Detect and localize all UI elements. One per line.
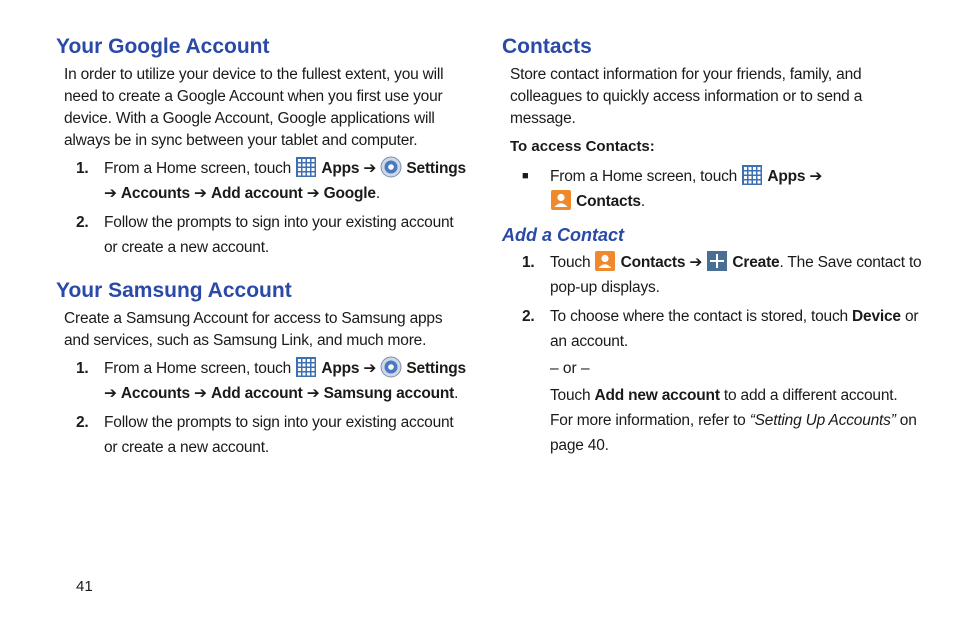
bullet-mark: ■: [522, 170, 529, 182]
google-step-1: 1. From a Home screen, touch Apps ➔ Settings ➔ Accounts ➔ Add account ➔ Google.: [56, 156, 466, 206]
step-number: 2.: [76, 214, 89, 231]
step-number: 1.: [522, 254, 535, 271]
left-column: [56, 34, 466, 460]
create-label: Create: [732, 254, 780, 271]
apps-grid-icon: [295, 156, 317, 178]
step-number: 2.: [76, 414, 89, 431]
step-number: 2.: [522, 308, 535, 325]
apps-label: Apps: [767, 168, 806, 185]
samsung-account-intro: Create a Samsung Account for access to Samsung apps and services, such as Samsung Link, and much more.: [64, 310, 443, 349]
access-contacts-subheading: To access Contacts:: [510, 138, 655, 155]
contacts-heading: Contacts: [502, 35, 592, 58]
step-number: 1.: [76, 160, 89, 177]
google-account-heading: Your Google Account: [56, 35, 270, 58]
samsung-step-2: 2. Follow the prompts to sign into your existing account or create a new account.: [56, 410, 466, 460]
apps-grid-icon: [741, 164, 763, 186]
device-label: Device: [852, 308, 901, 325]
page-number: 41: [76, 578, 93, 595]
settings-label: Settings: [406, 160, 466, 177]
cross-reference-link[interactable]: “Setting Up Accounts”: [749, 412, 896, 429]
add-contact-step-2: 2. To choose where the contact is stored, touch Device or an account.: [502, 304, 922, 354]
right-column: [502, 34, 922, 458]
contacts-label: Contacts: [576, 193, 641, 210]
apps-grid-icon: [295, 356, 317, 378]
settings-label: Settings: [406, 360, 466, 377]
google-step-2: 2. Follow the prompts to sign into your existing account or create a new account.: [56, 210, 466, 260]
step-number: 1.: [76, 360, 89, 377]
samsung-step-1: 1. From a Home screen, touch Apps ➔ Settings ➔ Accounts ➔ Add account ➔ Samsung account.: [56, 356, 466, 406]
add-new-account-label: Add new account: [594, 387, 720, 404]
or-separator: – or –: [550, 360, 590, 377]
add-contact-heading: Add a Contact: [502, 225, 625, 245]
add-new-account-text: Touch Add new account to add a different account. For more information, refer to “Setting Up Accounts” on page 40.: [550, 387, 917, 454]
plus-icon: [706, 250, 728, 272]
google-account-intro: In order to utilize your device to the fullest extent, you will need to create a Google Account when you first use your device. With a Google Account, Google applications will always be in sync between your tablet and computer.: [64, 66, 444, 149]
contacts-person-icon: [550, 189, 572, 211]
contacts-person-icon: [594, 250, 616, 272]
samsung-account-heading: Your Samsung Account: [56, 279, 292, 302]
settings-gear-icon: [380, 156, 402, 178]
settings-gear-icon: [380, 356, 402, 378]
access-contacts-bullet: ■ From a Home screen, touch Apps ➔ Contacts.: [502, 164, 922, 214]
contacts-label: Contacts: [620, 254, 686, 271]
apps-label: Apps: [321, 160, 360, 177]
apps-label: Apps: [321, 360, 360, 377]
add-contact-step-1: 1. Touch Contacts ➔ Create. The Save contact to pop-up displays.: [502, 250, 922, 300]
contacts-intro: Store contact information for your friends, family, and colleagues to quickly access information or to send a message.: [510, 66, 863, 127]
